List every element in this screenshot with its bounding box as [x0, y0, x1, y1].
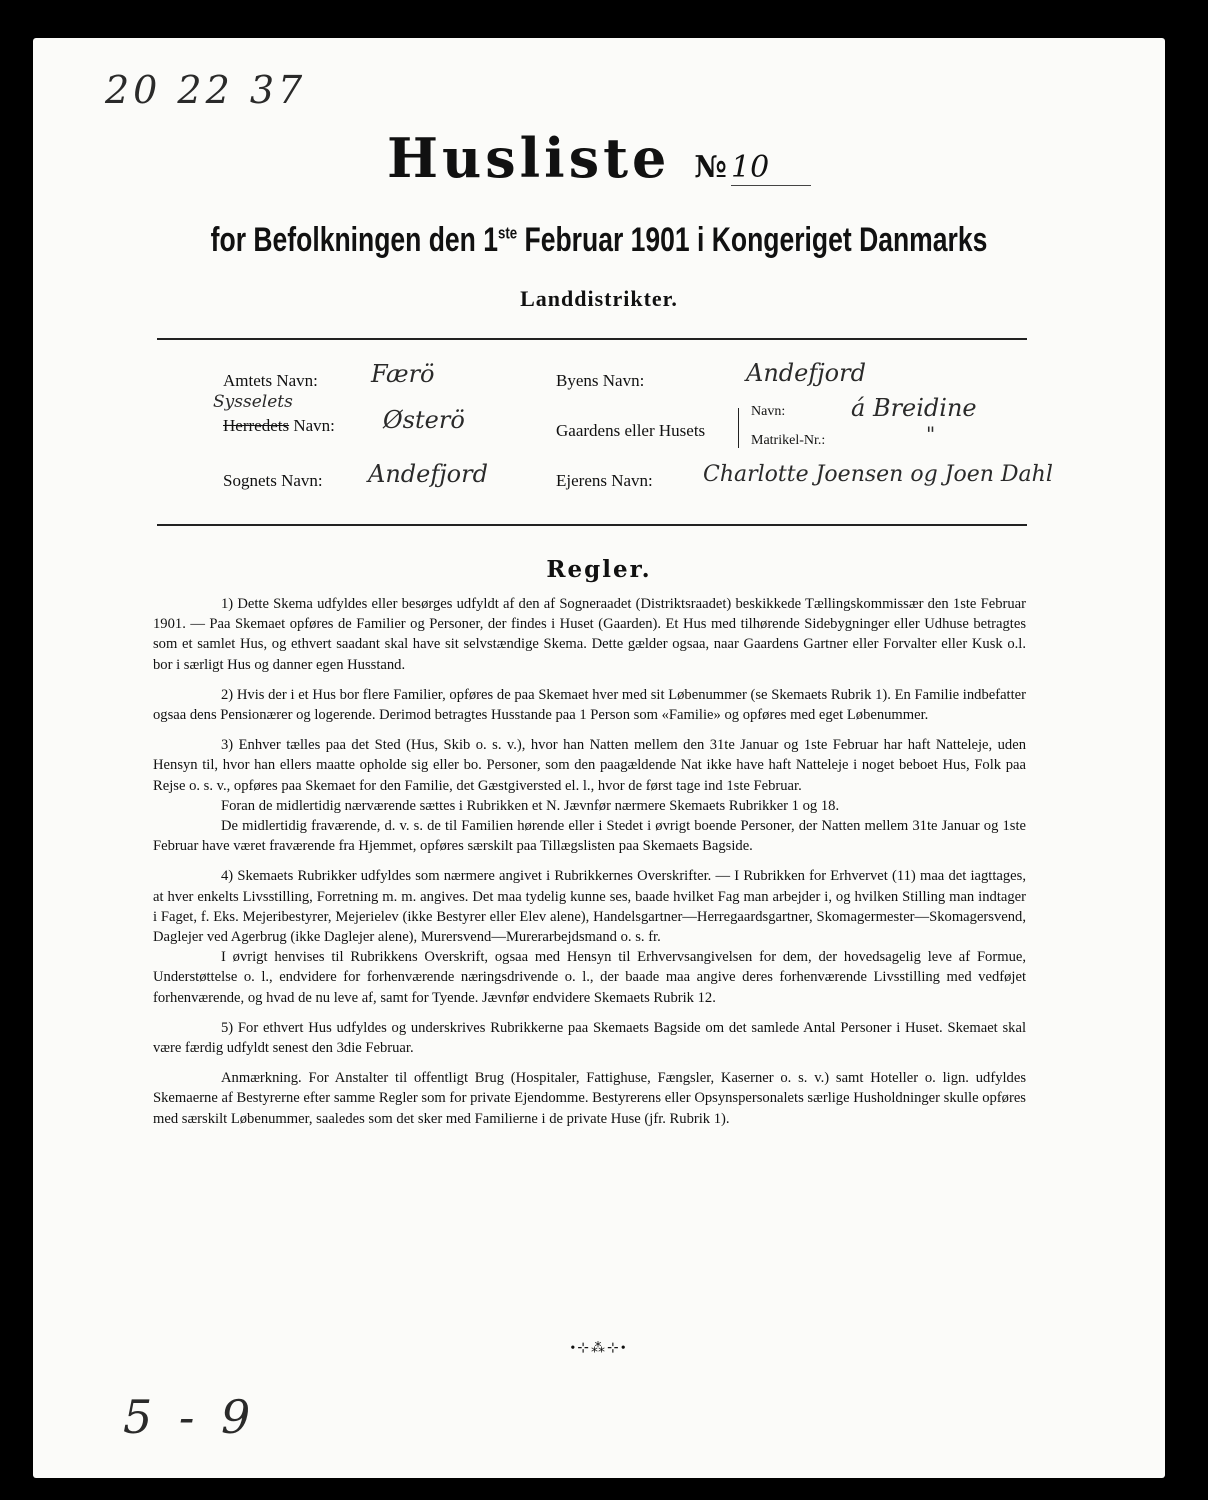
- herred-label-text: Navn:: [293, 416, 335, 435]
- rule-1: 1) Dette Skema udfyldes eller besørges udfyldt af den af Sogneraadet (Distriktsraadet) beskikkede Tællingskommissær den 1ste Februar 1901. — Paa Skemaet opføres de Familier og Personer, der findes i Huset (Gaarden). Et Hus med tilhørende Sidebygninger eller Udhuse betragtes som et samlet Hus, og ethvert saadant skal have sit selvstændige Skema. Dette gælder ogsaa, naar Gaardens Gartner eller Forvalter eller Kusk o.l. bor i særligt Hus og danner egen Husstand.: [153, 596, 1026, 673]
- rule-2: 2) Hvis der i et Hus bor flere Familier, opføres de paa Skemaet hver med sit Løbenummer (se Skemaets Rubrik 1). En Familie indbefatter ogsaa dens Pensionærer og logerende. Derimod betragtes Husstande paa 1 Person som «Familie» og opføres med eget Løbenummer.: [153, 686, 1026, 724]
- herred-label: [223, 416, 335, 436]
- census-form-page: [33, 38, 1165, 1478]
- gaard-navn-label: Navn:: [751, 404, 786, 419]
- subtitle-post: Februar 1901 i Kongeriget Danmarks: [517, 221, 988, 259]
- house-number-value: 10: [731, 150, 811, 186]
- rule-4: 4) Skemaets Rubrikker udfyldes som nærmere angivet i Rubrikkernes Overskrifter. — I Rubrikken for Erhvervet (11) maa det iagttages, at hver enkelts Livsstilling, Forretning m. m. angives. Det maa tydelig kunne ses, baade hvilket Fag man arbejder i, og hvilken Stilling man indtager i Faget, f. Eks. Mejeribestyrer, Mejerielev (ikke Bestyrer eller Elev alene), Handelsgartner—Herregaardsgartner, Skomagermester—Skomagersvend, Daglejer ved Agerbrug (ikke Daglejer alene), Murersvend—Murerarbejdsmand o. s. fr.: [153, 868, 1026, 946]
- rule-4-note: I øvrigt henvises til Rubrikkens Overskrift, ogsaa med Hensyn til Erhvervsangivelsen for dem, der hovedsagelig leve af Formue, Understøttelse o. l., endvidere for forhenværende næringsdrivende o. l., der baade maa angive deres forhenværende Livsstilling med vedføjet forhenværende, og hvad de nu leve af, samt for Tyende. Jævnfør endvidere Skemaets Rubrik 12.: [153, 949, 1026, 1006]
- form-subtitle: [158, 221, 1041, 260]
- rules-body: [153, 594, 1026, 1139]
- rule-remark: Anmærkning. For Anstalter til offentligt Brug (Hospitaler, Fattighuse, Fængsler, Kaserner o. s. v.) samt Hoteller o. lign. udfyldes Skemaerne af Bestyrerne efter samme Regler som for private Ejendomme. Bestyrerens eller Opsynspersonalets særlige Husholdninger skulle opføres med særskilt Løbenummer, saaledes som det sker med Familierne i de private Huse (jfr. Rubrik 1).: [153, 1070, 1026, 1127]
- by-label: Byens Navn:: [556, 371, 645, 390]
- divider-bottom: [157, 524, 1027, 526]
- ejer-value: Charlotte Joensen og Joen Dahl: [703, 462, 1053, 487]
- ejer-label: Ejerens Navn:: [556, 471, 653, 490]
- rule-5: 5) For ethvert Hus udfyldes og underskrives Rubrikkerne paa Skemaets Bagside om det samlede Antal Personer i Huset. Skemaet skal være færdig udfyldt senest den 3die Februar.: [153, 1019, 1026, 1057]
- rule-3-note-n: Foran de midlertidig nærværende sættes i Rubrikken et N. Jævnfør nærmere Skemaets Rubrikker 1 og 18.: [221, 797, 840, 814]
- matrikel-label: Matrikel-Nr.:: [751, 433, 826, 448]
- rules-title: Regler.: [546, 556, 652, 583]
- gaard-label: Gaardens eller Husets: [556, 421, 706, 440]
- page-range-annotation: 5 - 9: [123, 1390, 257, 1444]
- sogn-value: Andefjord: [368, 460, 488, 488]
- title-row: [33, 126, 1165, 190]
- gaard-navn-value: á Breidine: [851, 394, 977, 422]
- archive-number-annotation: 20 22 37: [105, 68, 307, 112]
- ornament: •⊹⁂⊹•: [570, 1341, 628, 1356]
- form-title: Husliste: [386, 126, 671, 190]
- divider-top: [157, 338, 1027, 340]
- gaard-brace: [738, 408, 743, 448]
- herred-value: Østerö: [383, 406, 465, 434]
- subtitle-sup: ste: [497, 223, 518, 243]
- herred-inserted-word: Sysselets: [213, 392, 293, 412]
- herred-struck-word: Herredets: [223, 416, 290, 435]
- district-heading: Landdistrikter.: [520, 286, 678, 311]
- matrikel-value: ": [926, 422, 936, 446]
- by-value: Andefjord: [746, 359, 866, 387]
- rule-3-note-absent: De midlertidig fraværende, d. v. s. de til Familien hørende eller i Stedet i øvrigt boende Personer, der Natten mellem 31te Januar og 1ste Februar have været fraværende fra Hjemmet, opføres særskilt paa Tillægslisten paa Skemaets Bagside.: [153, 818, 1026, 855]
- subtitle-pre: for Befolkningen den 1: [210, 221, 498, 259]
- sogn-label: Sognets Navn:: [223, 471, 323, 490]
- amt-value: Færö: [371, 360, 435, 388]
- amt-label: Amtets Navn:: [223, 371, 318, 390]
- rule-3: 3) Enhver tælles paa det Sted (Hus, Skib o. s. v.), hvor han Natten mellem den 31te Januar og 1ste Februar har haft Natteleje, uden Hensyn til, hvor han ellers maatte opholde sig eller bo. Personer, som den paagældende Nat ikke have haft Natteleje i noget beboet Hus, Folk paa Rejse o. s. v., opføres paa Skemaet for den Familie, det Gæstgiversted el. l., hvor de først tage ind 1ste Februar.: [153, 737, 1026, 794]
- number-sign: №: [694, 150, 728, 185]
